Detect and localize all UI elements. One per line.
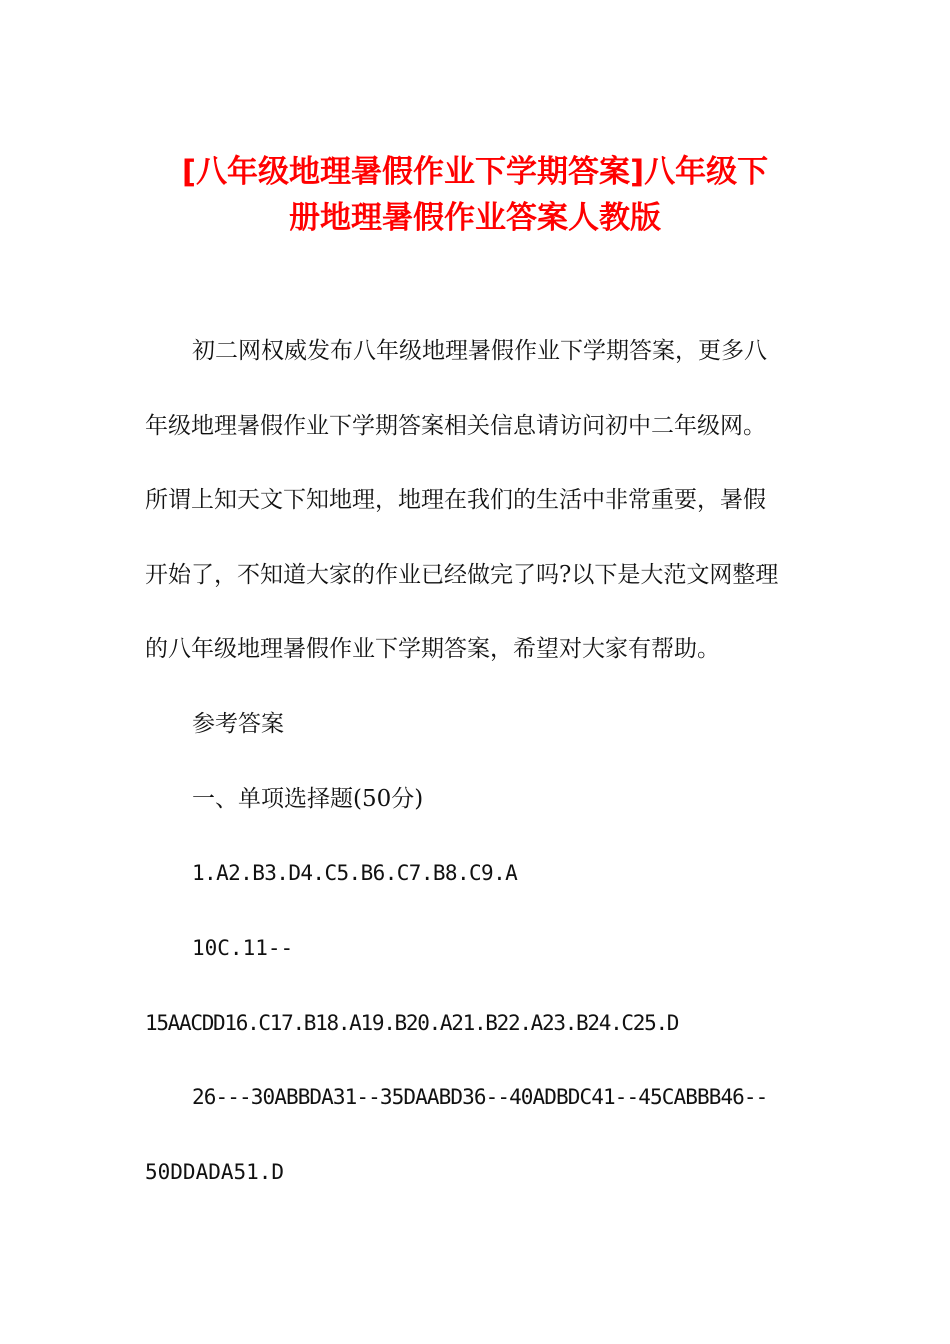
document-title-line-1: [八年级地理暑假作业下学期答案]八年级下 bbox=[181, 154, 769, 190]
intro-line-3: 所谓上知天文下知地理，地理在我们的生活中非常重要，暑假 bbox=[145, 487, 766, 513]
section-heading: 参考答案 bbox=[192, 711, 284, 737]
answer-line-2: 10C.11-- bbox=[192, 936, 294, 960]
intro-line-1: 初二网权威发布八年级地理暑假作业下学期答案，更多八 bbox=[192, 338, 767, 364]
intro-line-2: 年级地理暑假作业下学期答案相关信息请访问初中二年级网。 bbox=[145, 413, 766, 439]
subsection-heading: 一、单项选择题(50分) bbox=[192, 786, 424, 812]
document-title-line-2: 册地理暑假作业答案人教版 bbox=[289, 200, 661, 236]
intro-line-4: 开始了，不知道大家的作业已经做完了吗?以下是大范文网整理 bbox=[145, 562, 779, 588]
answer-line-1: 1.A2.B3.D4.C5.B6.C7.B8.C9.A bbox=[192, 861, 518, 885]
answer-line-5: 50DDADA51.D bbox=[145, 1160, 285, 1184]
answer-line-3: 15AACDD16.C17.B18.A19.B20.A21.B22.A23.B24.C25.D bbox=[145, 1011, 679, 1035]
answer-line-4: 26---30ABBDA31--35DAABD36--40ADBDC41--45CABBB46-- bbox=[192, 1085, 768, 1109]
intro-line-5: 的八年级地理暑假作业下学期答案，希望对大家有帮助。 bbox=[145, 636, 720, 662]
